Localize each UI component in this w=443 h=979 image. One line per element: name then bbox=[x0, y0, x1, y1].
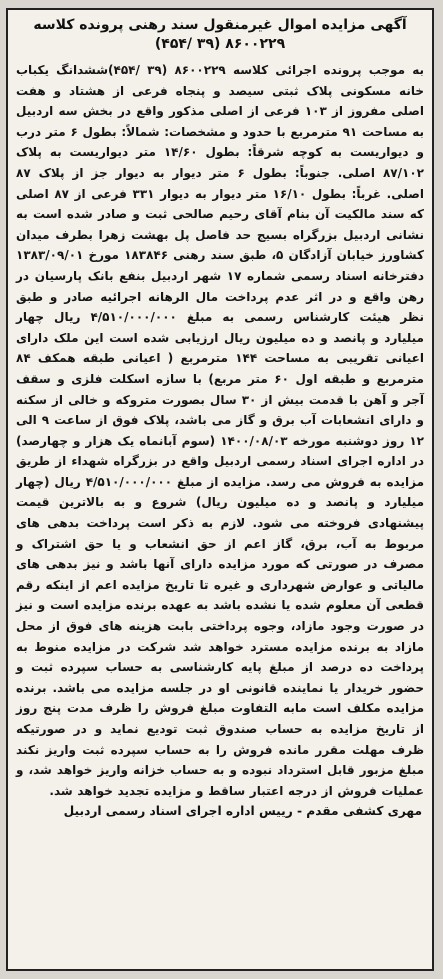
notice-signature: مهری کشفی مقدم - رییس اداره اجرای اسناد رسمی اردبیل bbox=[63, 804, 422, 819]
notice-frame bbox=[6, 8, 434, 971]
notice-body: به موجب پرونده اجرائی کلاسه ۸۶۰۰۲۲۹ (۳۹ /۴۵۴)ششدانگ یکباب خانه مسکونی پلاک ثبتی سیصد و پنجاه فرعی از هشتاد و هفت اصلی مفروز از ۱۰۳ فرعی از اصلی مذکور واقع در بخش سه اردبیل به مساحت ۹۱ مترمربع با حدود و مشخصات: شمالاً: بطول ۶ متر درب و دیواریست به کوچه شرقاً: بطول ۱۴/۶۰ متر دیواریست به پلاک ۸۷/۱۰۲ اصلی. جنوباً: بطول ۶ متر دیوار به دیوار جز از پلاک ۸۷ اصلی. غرباً: بطول ۱۶/۱۰ متر دیوار به دیوار ۳۳۱ فرعی از ۸۷ اصلی که سند مالکیت آن بنام آقای رحیم صالحی ثبت و صادر شده است به نشانی اردبیل بزرگراه بسیج حد فاصل پل بهشت زهرا بطرف میدان کشاورز خیابان آزادگان ۵، طبق سند رهنی ۱۸۳۸۴۶ مورخ ۱۳۸۳/۰۹/۰۱ دفترخانه اسناد رسمی شماره ۱۷ شهر اردبیل بنفع بانک پارسیان در رهن واقع و در اثر عدم پرداخت مال الرهانه اجرائیه صادر و طبق نظر هیئت کارشناس رسمی به مبلغ ۴/۵۱۰/۰۰۰/۰۰۰ ریال چهار میلیارد و پانصد و ده میلیون ریال ارزیابی شده است این ملک دارای اعیانی تقریبی به مساحت ۱۴۴ مترمربع ( اعیانی طبقه همکف ۸۴ مترمربع و طبقه اول ۶۰ متر مربع) با سازه اسکلت فلزی و سقف آجر و آهن با قدمت بیش از ۳۰ سال بصورت متروکه و خالی از سکنه و دارای انشعابات آب برق و گاز می باشد، پلاک فوق از ساعت ۹ الی ۱۲ روز دوشنبه مورخه ۱۴۰۰/۰۸/۰۳ (سوم آبانماه یک هزار و چهارصد) در اداره اجرای اسناد رسمی اردبیل واقع در بزرگراه شهداء از طریق مزایده به فروش می رسد. مزایده از مبلغ ۴/۵۱۰/۰۰۰/۰۰۰ ریال (چهار میلیارد و پانصد و ده میلیون ریال) شروع و به بالاترین قیمت پیشنهادی فروخته می شود. لازم به ذکر است پرداخت بدهی های مربوط به آب، برق، گاز اعم از حق انشعاب و یا حق اشتراک و مصرف در صورتی که مورد مزایده دارای آنها باشد و نیز بدهی های مالیاتی و عوارض شهرداری و غیره تا تاریخ مزایده اعم از اینکه رقم قطعی آن معلوم شده یا نشده باشد به عهده برنده مزایده است و نیز در صورت وجود مازاد، وجوه پرداختی بابت هزینه های فوق از محل مازاد به برنده مزایده مسترد خواهد شد شرکت در مزایده منوط به پرداخت ده درصد از مبلغ پایه کارشناسی به حساب سپرده ثبت و حضور خریدار یا نماینده قانونی او در جلسه مزایده می باشد. برنده مزایده مکلف است مابه التفاوت مبلغ فروش را ظرف مدت پنج روز از تاریخ مزایده به حساب صندوق ثبت تودیع نماید و در صورتیکه ظرف مهلت مقرر مانده فروش را به حساب سپرده ثبت واریز نکند مبلغ مزبور قابل استرداد نبوده و به حساب خزانه واریز خواهد شد، و عملیات فروش از درجه اعتبار ساقط و مزایده تجدید خواهد شد. bbox=[16, 63, 425, 798]
notice-title: آگهی مزایده اموال غیرمنقول سند رهنی پرونده کلاسه ۸۶۰۰۲۲۹ (۳۹ /۴۵۴) bbox=[33, 17, 407, 52]
